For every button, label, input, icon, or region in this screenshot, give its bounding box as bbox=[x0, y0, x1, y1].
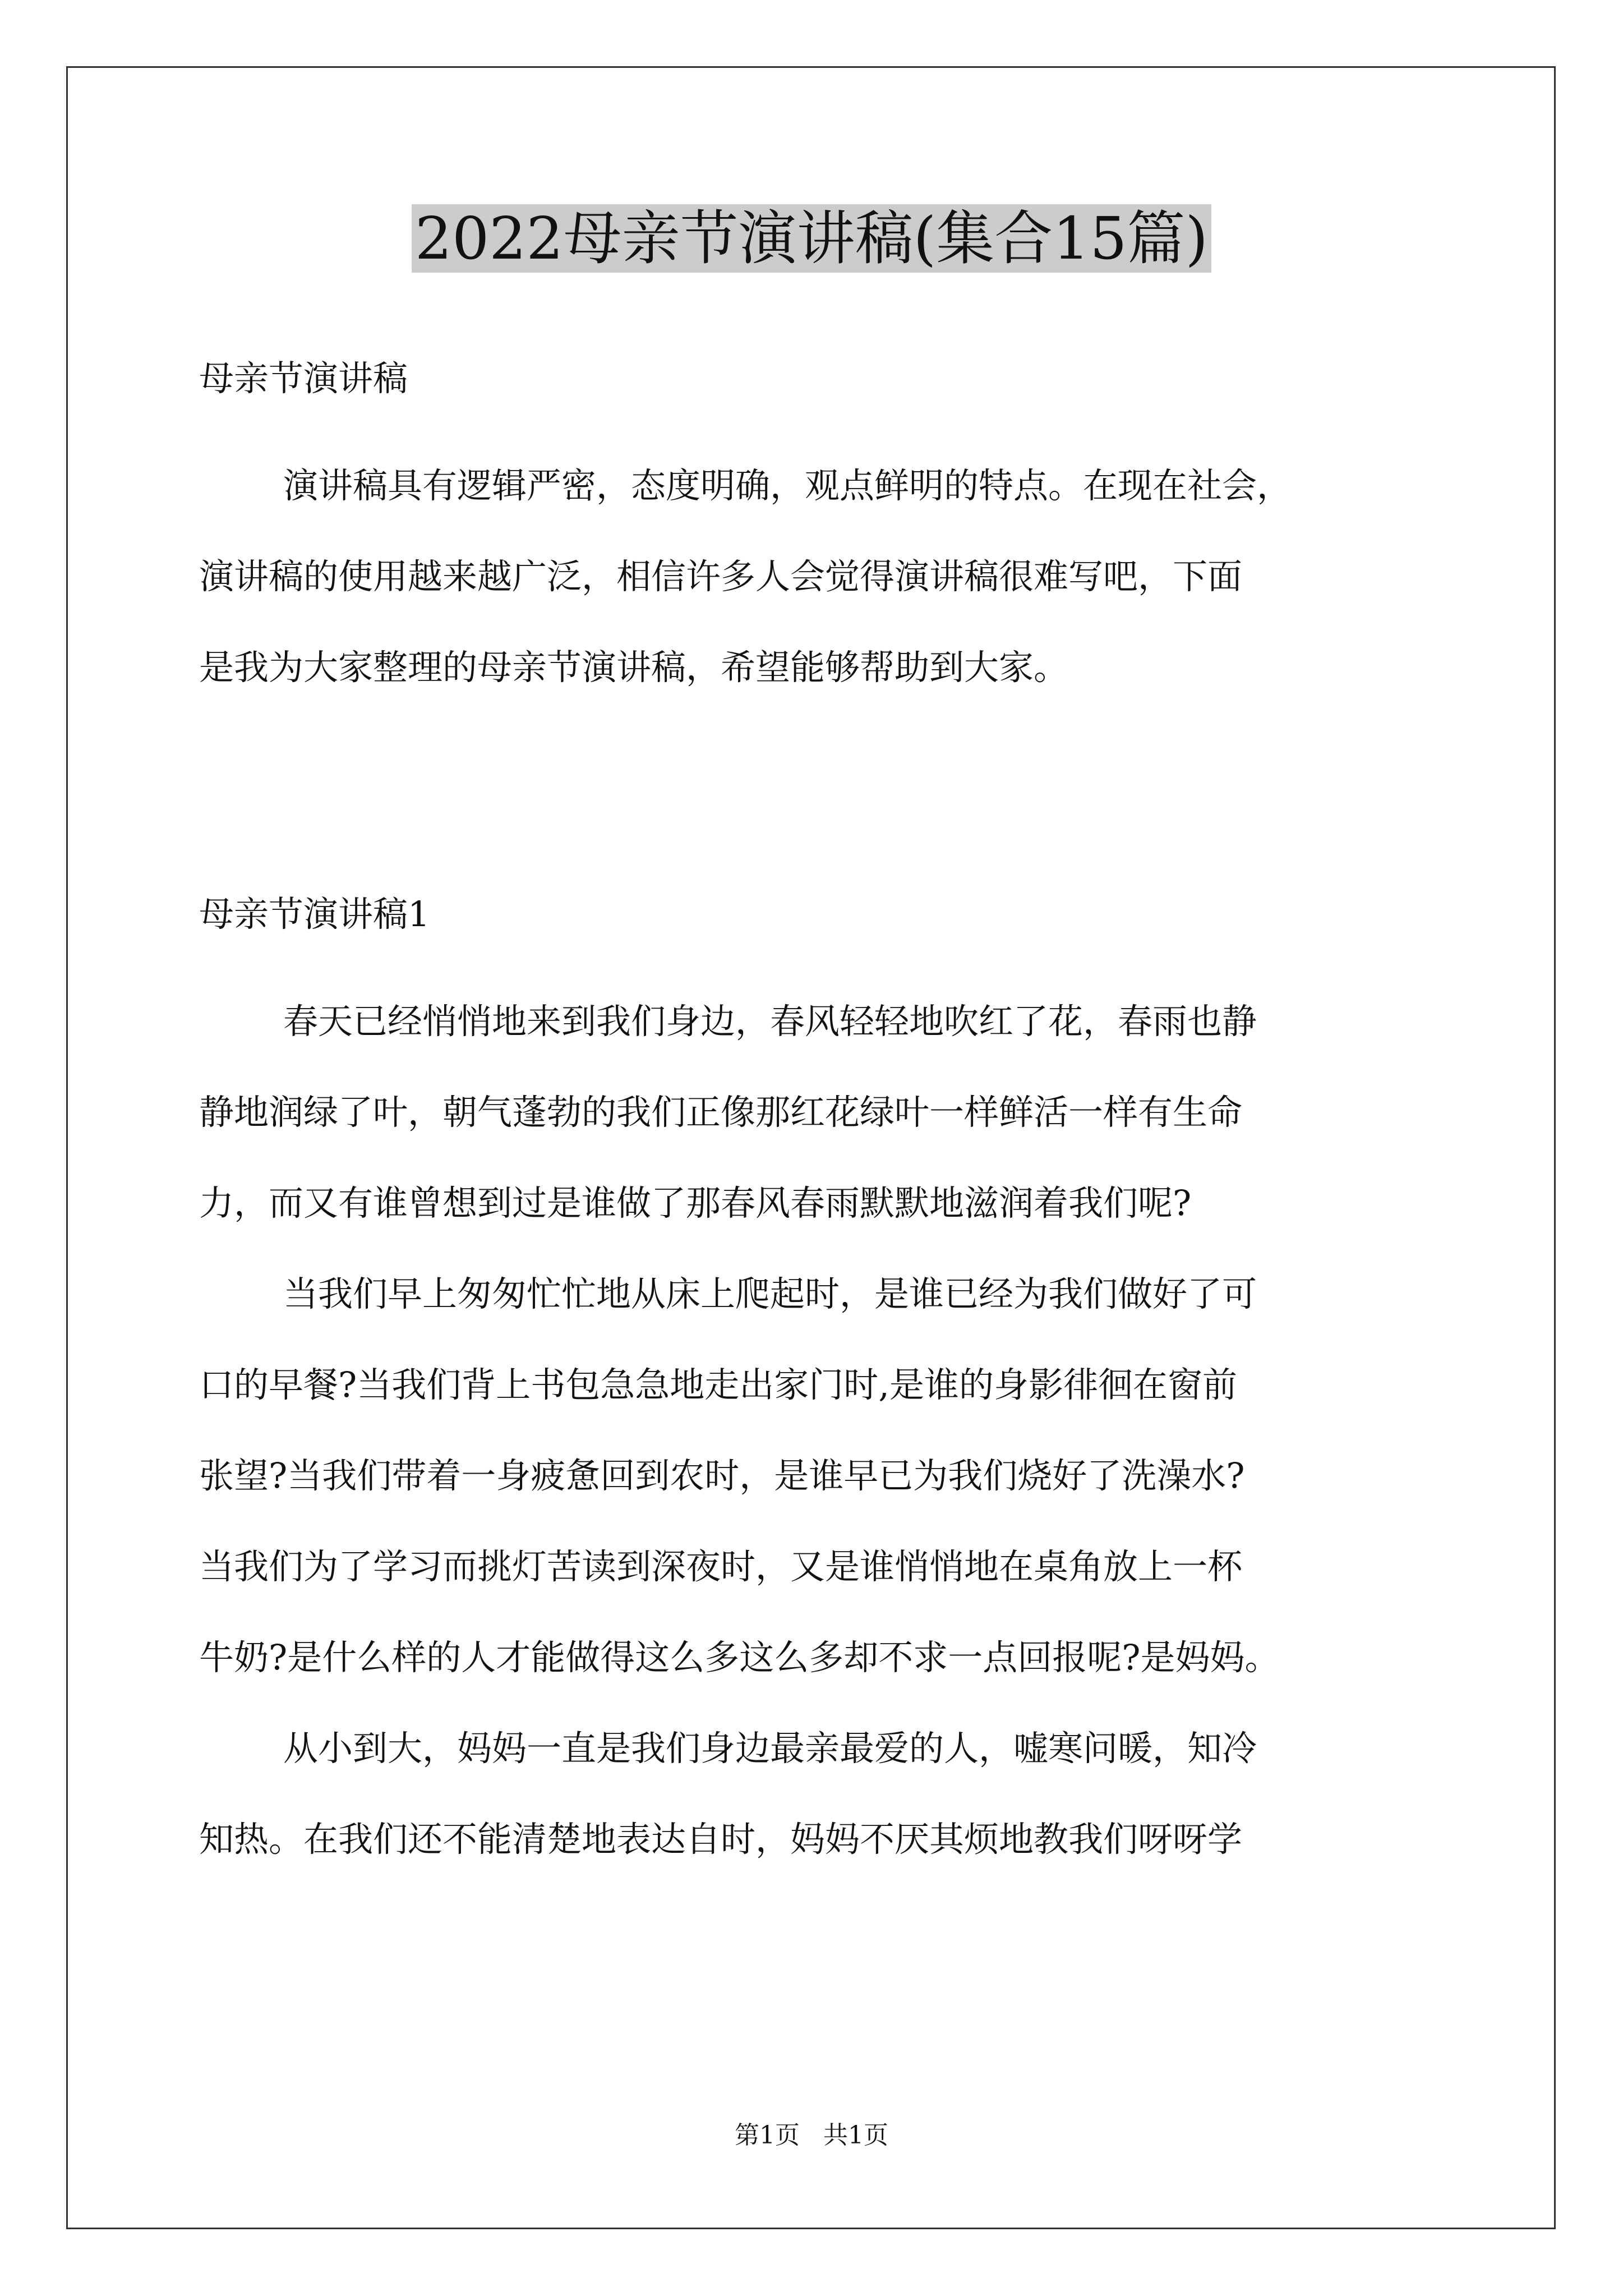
intro-paragraph bbox=[199, 440, 1461, 713]
section1-heading: 母亲节演讲稿1 bbox=[199, 894, 430, 935]
paragraph-line: 力，而又有谁曾想到过是谁做了那春风春雨默默地滋润着我们呢? bbox=[199, 1182, 1192, 1223]
paragraph-line: 静地润绿了叶，朝气蓬勃的我们正像那红花绿叶一样鲜活一样有生命 bbox=[199, 1092, 1243, 1133]
paragraph-line: 当我们为了学习而挑灯苦读到深夜时，又是谁悄悄地在桌角放上一杯 bbox=[199, 1546, 1243, 1587]
section1-paragraph-2 bbox=[199, 1249, 1461, 1703]
title-highlight: 2022母亲节演讲稿(集合15篇) bbox=[412, 204, 1211, 273]
section1-paragraph-3 bbox=[199, 1703, 1461, 1885]
page-footer: 第1页 共1页 bbox=[735, 2121, 888, 2150]
intro-heading: 母亲节演讲稿 bbox=[199, 358, 408, 399]
paragraph-line: 春天已经悄悄地来到我们身边，春风轻轻地吹红了花，春雨也静 bbox=[283, 1001, 1257, 1042]
paragraph-line: 张望?当我们带着一身疲惫回到农时，是谁早已为我们烧好了洗澡水? bbox=[199, 1455, 1245, 1496]
paragraph-line: 演讲稿的使用越来越广泛，相信许多人会觉得演讲稿很难写吧，下面 bbox=[199, 556, 1243, 597]
paragraph-line: 知热。在我们还不能清楚地表达自时，妈妈不厌其烦地教我们呀呀学 bbox=[199, 1819, 1243, 1860]
section1-paragraph-1 bbox=[199, 976, 1461, 1249]
paragraph-line: 演讲稿具有逻辑严密，态度明确，观点鲜明的特点。在现在社会， bbox=[283, 465, 1292, 506]
paragraph-line: 当我们早上匆匆忙忙地从床上爬起时，是谁已经为我们做好了可 bbox=[283, 1273, 1257, 1314]
paragraph-line: 牛奶?是什么样的人才能做得这么多这么多却不求一点回报呢?是妈妈。 bbox=[199, 1637, 1280, 1678]
paragraph-line: 从小到大，妈妈一直是我们身边最亲最爱的人，嘘寒问暖，知冷 bbox=[283, 1728, 1257, 1769]
document-title bbox=[0, 199, 1623, 278]
paragraph-line: 是我为大家整理的母亲节演讲稿，希望能够帮助到大家。 bbox=[199, 647, 1069, 688]
paragraph-line: 口的早餐?当我们背上书包急急地走出家门时,是谁的身影徘徊在窗前 bbox=[199, 1364, 1237, 1405]
